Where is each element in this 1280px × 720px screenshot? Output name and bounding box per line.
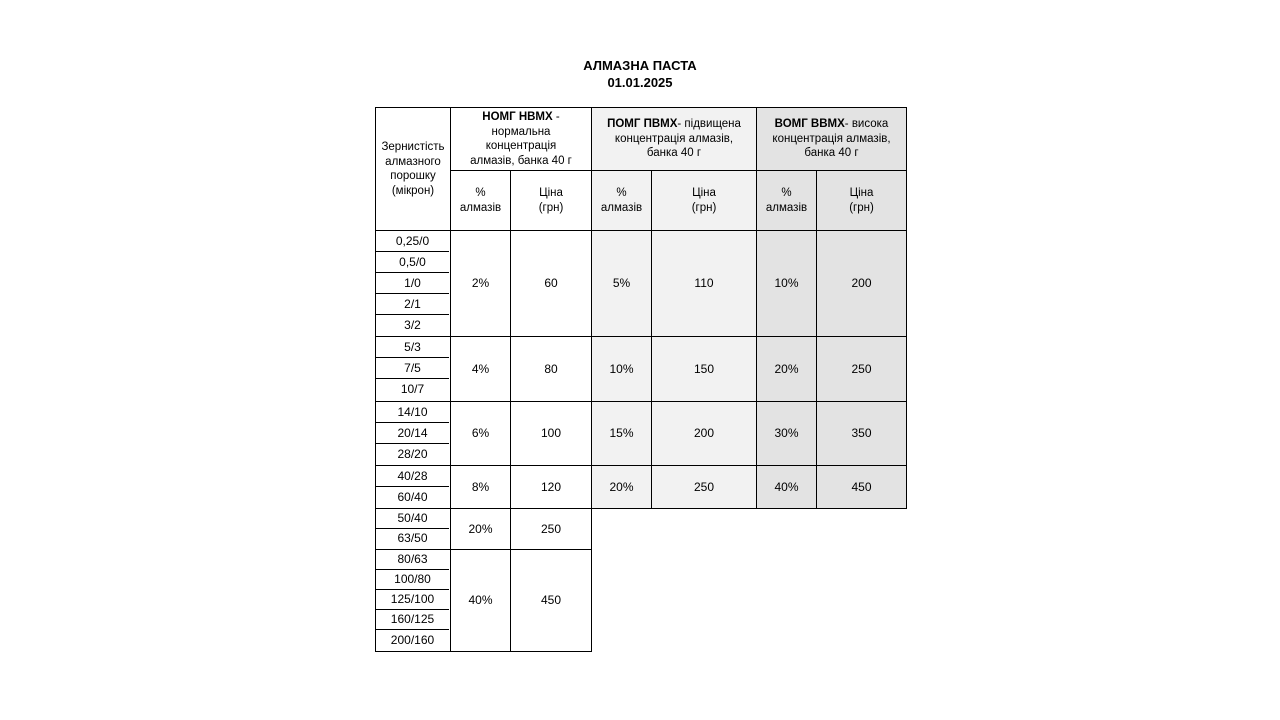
grain-cell: 125/100 bbox=[376, 590, 449, 610]
header-grain-label: Зернистість алмазного порошку (мікрон) bbox=[381, 141, 445, 197]
normal-price-cell: 120 bbox=[510, 465, 592, 509]
title-line-1: АЛМАЗНА ПАСТА bbox=[583, 58, 697, 73]
normal-price-cell: 450 bbox=[510, 549, 592, 652]
increased-price-cell: 250 bbox=[651, 465, 757, 509]
normal-price-cell: 100 bbox=[510, 401, 592, 466]
normal-price-cell: 60 bbox=[510, 230, 592, 337]
high-price-cell: 350 bbox=[816, 401, 907, 466]
header-group-normal-code: НОМГ НВМХ bbox=[482, 111, 553, 123]
header-increased-pct bbox=[591, 170, 652, 231]
normal-pct-cell: 20% bbox=[450, 508, 511, 550]
header-group-increased-code: ПОМГ ПВМХ bbox=[607, 118, 678, 131]
header-normal-price bbox=[510, 170, 592, 231]
normal-pct-cell: 2% bbox=[450, 230, 511, 337]
grain-cell: 63/50 bbox=[397, 531, 428, 545]
grain-cell: 20/14 bbox=[376, 423, 449, 444]
normal-pct-cell: 4% bbox=[450, 336, 511, 402]
header-group-normal-text bbox=[465, 110, 577, 168]
header-group-increased bbox=[591, 107, 757, 171]
page-title bbox=[0, 57, 1280, 91]
high-price-cell: 450 bbox=[816, 465, 907, 509]
header-group-high bbox=[756, 107, 907, 171]
header-high-price-label: Ціна (грн) bbox=[849, 187, 874, 214]
grain-cell: 5/3 bbox=[376, 337, 449, 358]
header-normal-pct-label: % алмазів bbox=[459, 187, 502, 214]
grain-group-2 bbox=[375, 336, 451, 402]
grain-group-6 bbox=[375, 549, 451, 652]
grain-group-5 bbox=[375, 508, 451, 550]
high-pct-cell: 10% bbox=[756, 230, 817, 337]
increased-price-cell: 110 bbox=[651, 230, 757, 337]
header-group-increased-text bbox=[600, 117, 748, 161]
header-group-normal-desc: - нормальна концентрація алмазів, банка 40 г bbox=[470, 111, 572, 167]
grain-cell: 0,25/0 bbox=[376, 231, 449, 252]
grain-group-4 bbox=[375, 465, 451, 509]
grain-cell: 7/5 bbox=[376, 358, 449, 379]
header-high-price bbox=[816, 170, 907, 231]
normal-pct-cell: 8% bbox=[450, 465, 511, 509]
grain-cell: 28/20 bbox=[397, 446, 428, 461]
grain-cell: 80/63 bbox=[376, 550, 449, 570]
header-group-high-code: ВОМГ ВВМХ bbox=[774, 118, 845, 131]
high-pct-cell: 40% bbox=[756, 465, 817, 509]
increased-pct-cell: 20% bbox=[591, 465, 652, 509]
increased-pct-cell: 10% bbox=[591, 336, 652, 402]
grain-cell: 2/1 bbox=[376, 294, 449, 315]
normal-pct-cell: 6% bbox=[450, 401, 511, 466]
grain-group-1 bbox=[375, 230, 451, 337]
grain-cell: 3/2 bbox=[404, 317, 421, 332]
grain-cell: 100/80 bbox=[376, 570, 449, 590]
header-normal-pct bbox=[450, 170, 511, 231]
header-high-pct bbox=[756, 170, 817, 231]
high-pct-cell: 30% bbox=[756, 401, 817, 466]
grain-cell: 60/40 bbox=[397, 489, 428, 504]
normal-pct-cell: 40% bbox=[450, 549, 511, 652]
header-group-high-text bbox=[769, 117, 894, 161]
grain-cell: 14/10 bbox=[376, 402, 449, 423]
grain-cell: 10/7 bbox=[400, 382, 425, 396]
header-group-increased-desc: - підвищена концентрація алмазів, банка 40 г bbox=[614, 118, 741, 160]
grain-cell: 40/28 bbox=[376, 466, 449, 487]
title-date: 01.01.2025 bbox=[607, 75, 673, 90]
increased-pct-cell: 5% bbox=[591, 230, 652, 337]
grain-cell: 200/160 bbox=[390, 632, 435, 647]
increased-pct-cell: 15% bbox=[591, 401, 652, 466]
header-increased-price bbox=[651, 170, 757, 231]
increased-price-cell: 200 bbox=[651, 401, 757, 466]
header-high-pct-label: % алмазів bbox=[765, 187, 808, 214]
header-increased-pct-label: % алмазів bbox=[600, 187, 643, 214]
increased-price-cell: 150 bbox=[651, 336, 757, 402]
grain-cell: 0,5/0 bbox=[376, 252, 449, 273]
header-normal-price-label: Ціна (грн) bbox=[538, 187, 564, 214]
high-price-cell: 250 bbox=[816, 336, 907, 402]
grain-cell: 160/125 bbox=[376, 610, 449, 630]
high-price-cell: 200 bbox=[816, 230, 907, 337]
normal-price-cell: 80 bbox=[510, 336, 592, 402]
header-group-high-desc: - висока концентрація алмазів, банка 40 г bbox=[772, 118, 891, 160]
high-pct-cell: 20% bbox=[756, 336, 817, 402]
header-group-normal bbox=[450, 107, 592, 171]
header-increased-price-label: Ціна (грн) bbox=[691, 187, 717, 214]
header-grain bbox=[375, 107, 451, 231]
normal-price-cell: 250 bbox=[510, 508, 592, 550]
grain-cell: 50/40 bbox=[376, 509, 449, 529]
grain-group-3 bbox=[375, 401, 451, 466]
grain-cell: 1/0 bbox=[376, 273, 449, 294]
